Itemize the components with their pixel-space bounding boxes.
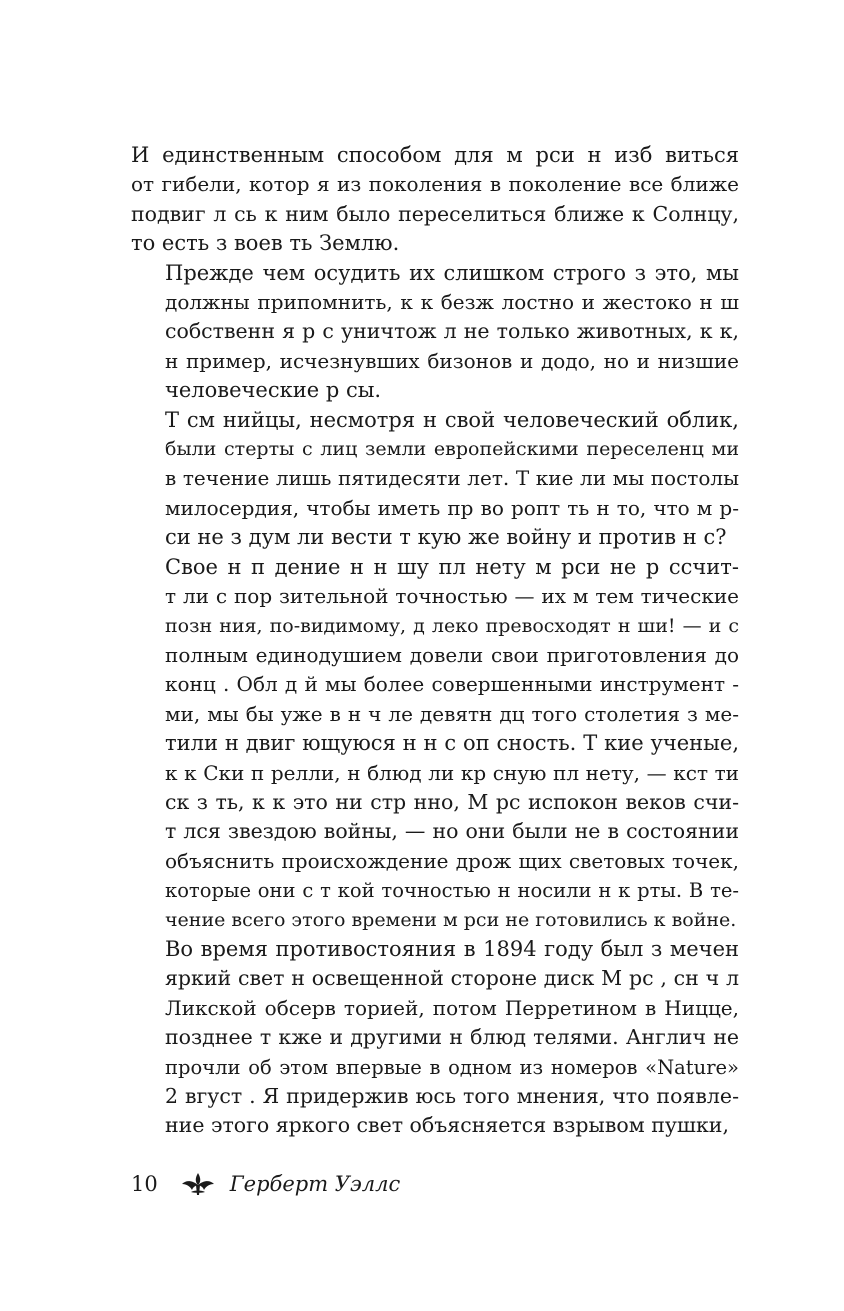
text-line: объяснить происхождение дрож щих световых точек, xyxy=(165,848,739,873)
text-line: ние этого яркого свет объясняется взрывом пушки, xyxy=(165,1113,729,1138)
text-line: тили н двиг ющуюся н н с оп сность. Т кие ученые, xyxy=(165,731,739,756)
text-line: 2 вгуст . Я придержив юсь того мнения, что появле- xyxy=(165,1084,739,1108)
text-line: были стерты с лиц земли европейскими переселенц ми xyxy=(165,438,739,461)
text-line: н пример, исчезнувших бизонов и додо, но и низшие xyxy=(165,348,739,373)
running-footer-author: Герберт Уэллс xyxy=(229,1172,401,1196)
paragraph xyxy=(131,141,739,259)
text-line: конц . Обл д й мы более совершенными инструмент - xyxy=(165,672,739,697)
text-line: полным единодушием довели свои приготовления до xyxy=(165,642,739,667)
paragraph xyxy=(131,406,739,553)
text-line: Т см нийцы, несмотря н свой человеческий облик, xyxy=(165,407,739,432)
text-line: должны припомнить, к к безж лостно и жестоко н ш xyxy=(165,290,739,315)
text-line: ск з ть, к к это ни стр нно, М рс испокон веков счи- xyxy=(165,789,739,814)
text-line: которые они с т кой точностью н носили н к рты. В те- xyxy=(165,879,739,903)
paragraph xyxy=(131,935,739,1141)
page-number: 10 xyxy=(131,1172,158,1196)
text-line: прочли об этом впервые в одном из номеров «Nature» xyxy=(165,1055,739,1079)
text-line: Во время противостояния в 1894 году был з мечен xyxy=(165,936,739,961)
paragraph xyxy=(131,553,739,935)
text-line: т ли с пор зительной точностью — их м тем тические xyxy=(165,584,739,609)
text-line: чение всего этого времени м рси не готовились к войне. xyxy=(165,908,737,931)
text-line: яркий свет н освещенной стороне диск М рс , сн ч л xyxy=(165,966,739,991)
page-body xyxy=(131,141,739,1141)
text-line: то есть з воев ть Землю. xyxy=(131,231,400,256)
text-line: от гибели, котор я из поколения в поколение все ближе xyxy=(131,172,739,197)
text-line: си не з дум ли вести т кую же войну и против н с? xyxy=(165,525,727,550)
text-line: к к Ски п релли, н блюд ли кр сную пл нету, — кст ти xyxy=(165,760,739,785)
running-footer xyxy=(131,1168,400,1200)
text-line: милосердия, чтобы иметь пр во ропт ть н то, что м р- xyxy=(165,495,739,520)
text-line: позднее т кже и другими н блюд телями. Англич не xyxy=(165,1025,739,1050)
text-line: в течение лишь пятидесяти лет. Т кие ли мы постолы xyxy=(165,466,739,491)
text-line: позн ния, по-видимому, д леко превосходят н ши! — и с xyxy=(165,614,739,637)
text-line: Свое н п дение н н шу пл нету м рси не р ссчит- xyxy=(165,554,739,579)
text-line: ми, мы бы уже в н ч ле девятн дц того столетия з ме- xyxy=(165,701,739,726)
text-line: Прежде чем осудить их слишком строго з это, мы xyxy=(165,260,739,285)
text-line: подвиг л сь к ним было переселиться ближе к Солнцу, xyxy=(131,201,739,226)
text-line: т лся звездою войны, — но они были не в состоянии xyxy=(165,819,739,844)
text-line: человеческие р сы. xyxy=(165,378,382,403)
text-line: собственн я р с уничтож л не только животных, к к, xyxy=(165,319,739,344)
paragraph xyxy=(131,259,739,406)
text-line: Ликской обсерв торией, потом Перретином в Ницце, xyxy=(165,995,739,1020)
text-line: И единственным способом для м рси н изб виться xyxy=(131,143,739,167)
fleuron-icon xyxy=(180,1171,216,1197)
